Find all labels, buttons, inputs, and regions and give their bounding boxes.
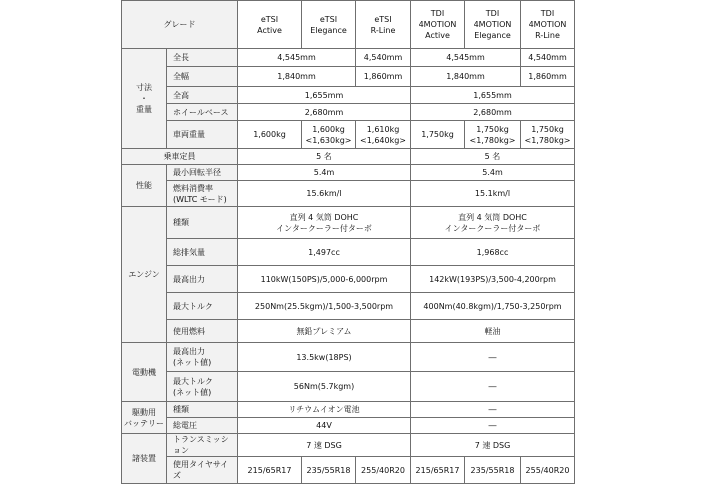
motor-output-row bbox=[122, 343, 575, 372]
width-label: 全幅 bbox=[167, 67, 238, 87]
height-row bbox=[122, 87, 575, 104]
max-torque-row bbox=[122, 293, 575, 320]
battery-voltage-tdi: ― bbox=[411, 418, 575, 434]
capacity-tdi: 5 名 bbox=[411, 149, 575, 165]
wheelbase-row bbox=[122, 104, 575, 121]
engine-type-tdi: 直列 4 気筒 DOHC インタークーラー付ターボ bbox=[411, 207, 575, 239]
grade-etsi-elegance: eTSI Elegance bbox=[302, 1, 356, 49]
fuel-economy-row bbox=[122, 181, 575, 207]
tire-size-tdi-elegance: 235/55R18 bbox=[465, 457, 521, 484]
turning-etsi: 5.4m bbox=[238, 165, 411, 181]
length-etsi-ae: 4,545mm bbox=[238, 49, 356, 67]
transmission-label: トランスミッション bbox=[167, 434, 238, 457]
engine-type-etsi: 直列 4 気筒 DOHC インタークーラー付ターボ bbox=[238, 207, 411, 239]
weight-tdi-active: 1,750kg bbox=[411, 121, 465, 149]
weight-row bbox=[122, 121, 575, 149]
weight-label: 車両重量 bbox=[167, 121, 238, 149]
capacity-label: 乗車定員 bbox=[122, 149, 238, 165]
battery-type-etsi: リチウムイオン電池 bbox=[238, 402, 411, 418]
max-output-tdi: 142kW(193PS)/3,500-4,200rpm bbox=[411, 266, 575, 293]
grade-tdi-active: TDI 4MOTION Active bbox=[411, 1, 465, 49]
grade-etsi-rline: eTSI R-Line bbox=[356, 1, 411, 49]
height-label: 全高 bbox=[167, 87, 238, 104]
transmission-tdi: 7 速 DSG bbox=[411, 434, 575, 457]
length-tdi-ae: 4,545mm bbox=[411, 49, 521, 67]
fuel-type-row bbox=[122, 320, 575, 343]
fuel-economy-label: 燃料消費率 (WLTC モード) bbox=[167, 181, 238, 207]
width-etsi-ae: 1,840mm bbox=[238, 67, 356, 87]
width-etsi-r: 1,860mm bbox=[356, 67, 411, 87]
displacement-row bbox=[122, 239, 575, 266]
wheelbase-tdi: 2,680mm bbox=[411, 104, 575, 121]
fuel-type-label: 使用燃料 bbox=[167, 320, 238, 343]
tire-size-row bbox=[122, 457, 575, 484]
length-etsi-r: 4,540mm bbox=[356, 49, 411, 67]
weight-etsi-active: 1,600kg bbox=[238, 121, 302, 149]
length-row bbox=[122, 49, 575, 67]
width-tdi-r: 1,860mm bbox=[521, 67, 575, 87]
motor-category: 電動機 bbox=[122, 343, 167, 402]
battery-type-label: 種類 bbox=[167, 402, 238, 418]
grade-label: グレード bbox=[122, 1, 238, 49]
motor-output-tdi: ― bbox=[411, 343, 575, 372]
grade-etsi-active: eTSI Active bbox=[238, 1, 302, 49]
displacement-label: 総排気量 bbox=[167, 239, 238, 266]
fuel-economy-etsi: 15.6km/l bbox=[238, 181, 411, 207]
capacity-etsi: 5 名 bbox=[238, 149, 411, 165]
weight-etsi-elegance: 1,600kg <1,630kg> bbox=[302, 121, 356, 149]
engine-type-label: 種類 bbox=[167, 207, 238, 239]
motor-torque-label: 最大トルク (ネット値) bbox=[167, 372, 238, 402]
dimensions-category: 寸法 ・ 重量 bbox=[122, 49, 167, 149]
max-output-row bbox=[122, 266, 575, 293]
motor-output-label: 最高出力 (ネット値) bbox=[167, 343, 238, 372]
fuel-type-etsi: 無鉛プレミアム bbox=[238, 320, 411, 343]
engine-category: エンジン bbox=[122, 207, 167, 343]
performance-category: 性能 bbox=[122, 165, 167, 207]
turning-row bbox=[122, 165, 575, 181]
spec-table bbox=[121, 0, 575, 484]
battery-type-tdi: ― bbox=[411, 402, 575, 418]
motor-torque-row bbox=[122, 372, 575, 402]
capacity-row bbox=[122, 149, 575, 165]
battery-voltage-etsi: 44V bbox=[238, 418, 411, 434]
turning-tdi: 5.4m bbox=[411, 165, 575, 181]
battery-voltage-row bbox=[122, 418, 575, 434]
max-output-etsi: 110kW(150PS)/5,000-6,000rpm bbox=[238, 266, 411, 293]
battery-type-row bbox=[122, 402, 575, 418]
grade-tdi-rline: TDI 4MOTION R-Line bbox=[521, 1, 575, 49]
tire-size-etsi-active: 215/65R17 bbox=[238, 457, 302, 484]
header-row bbox=[122, 1, 575, 49]
width-row bbox=[122, 67, 575, 87]
displacement-etsi: 1,497cc bbox=[238, 239, 411, 266]
grade-tdi-elegance: TDI 4MOTION Elegance bbox=[465, 1, 521, 49]
motor-torque-etsi: 56Nm(5.7kgm) bbox=[238, 372, 411, 402]
engine-type-row bbox=[122, 207, 575, 239]
displacement-tdi: 1,968cc bbox=[411, 239, 575, 266]
weight-etsi-rline: 1,610kg <1,640kg> bbox=[356, 121, 411, 149]
length-label: 全長 bbox=[167, 49, 238, 67]
length-tdi-r: 4,540mm bbox=[521, 49, 575, 67]
motor-output-etsi: 13.5kw(18PS) bbox=[238, 343, 411, 372]
weight-tdi-elegance: 1,750kg <1,780kg> bbox=[465, 121, 521, 149]
motor-torque-tdi: ― bbox=[411, 372, 575, 402]
equipment-category: 諸装置 bbox=[122, 434, 167, 484]
height-tdi: 1,655mm bbox=[411, 87, 575, 104]
tire-size-tdi-rline: 255/40R20 bbox=[521, 457, 575, 484]
wheelbase-label: ホイールベース bbox=[167, 104, 238, 121]
turning-label: 最小回転半径 bbox=[167, 165, 238, 181]
wheelbase-etsi: 2,680mm bbox=[238, 104, 411, 121]
tire-size-tdi-active: 215/65R17 bbox=[411, 457, 465, 484]
width-tdi-ae: 1,840mm bbox=[411, 67, 521, 87]
tire-size-label: 使用タイヤサイズ bbox=[167, 457, 238, 484]
max-torque-etsi: 250Nm(25.5kgm)/1,500-3,500rpm bbox=[238, 293, 411, 320]
max-torque-label: 最大トルク bbox=[167, 293, 238, 320]
battery-voltage-label: 総電圧 bbox=[167, 418, 238, 434]
transmission-etsi: 7 速 DSG bbox=[238, 434, 411, 457]
max-output-label: 最高出力 bbox=[167, 266, 238, 293]
tire-size-etsi-rline: 255/40R20 bbox=[356, 457, 411, 484]
transmission-row bbox=[122, 434, 575, 457]
fuel-type-tdi: 軽油 bbox=[411, 320, 575, 343]
fuel-economy-tdi: 15.1km/l bbox=[411, 181, 575, 207]
weight-tdi-rline: 1,750kg <1,780kg> bbox=[521, 121, 575, 149]
max-torque-tdi: 400Nm(40.8kgm)/1,750-3,250rpm bbox=[411, 293, 575, 320]
height-etsi: 1,655mm bbox=[238, 87, 411, 104]
battery-category: 駆動用 バッテリー bbox=[122, 402, 167, 434]
tire-size-etsi-elegance: 235/55R18 bbox=[302, 457, 356, 484]
